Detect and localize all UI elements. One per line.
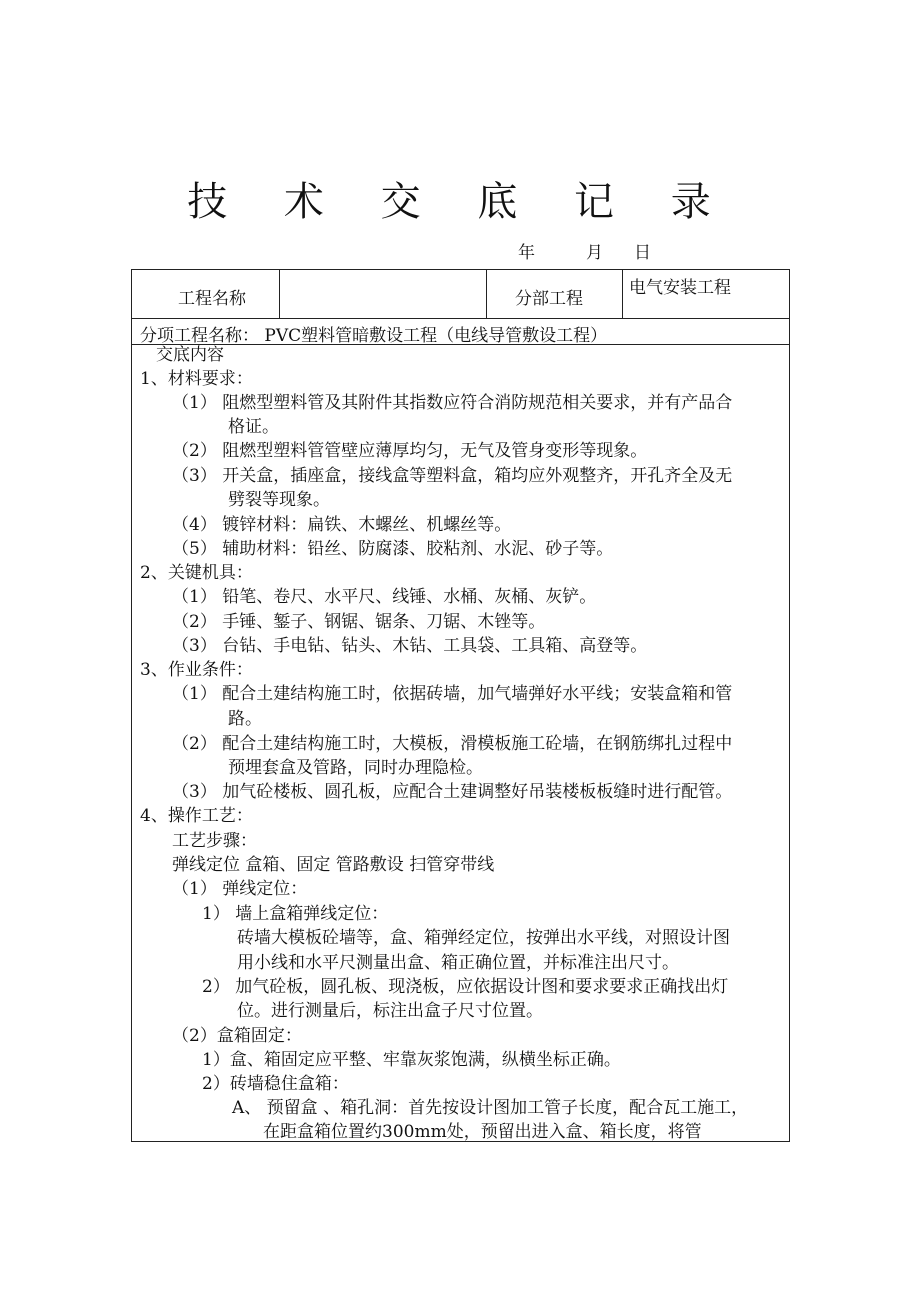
header-row — [132, 270, 789, 319]
content-line: 预埋套盒及管路，同时办理隐检。 — [228, 758, 483, 778]
sub-project-label-cell — [487, 270, 623, 318]
content-line: （3） 加气砼楼板、圆孔板，应配合土建调整好吊装楼板板缝时进行配管。 — [172, 782, 733, 802]
content-line: （3） 台钻、手电钻、钻头、木钻、工具袋、工具箱、高登等。 — [172, 636, 648, 656]
content-line: （2）盒箱固定： — [172, 1026, 302, 1046]
record-table — [131, 269, 790, 1142]
content-line: 1） 墙上盒箱弹线定位： — [202, 904, 389, 924]
content-line: 4、操作工艺： — [140, 806, 253, 826]
content-line: （1） 配合土建结构施工时，依据砖墙，加气墙弹好水平线；安装盒箱和管 — [172, 684, 733, 704]
content-line: 2） 加气砼板，圆孔板、现浇板，应依据设计图和要求要求正确找出灯 — [202, 977, 729, 997]
sub-project-label: 分部工程 — [515, 289, 583, 309]
content-line: 工艺步骤： — [172, 831, 257, 851]
date-line — [518, 238, 651, 263]
document-title: 技 术 交 底 记 录 — [187, 179, 733, 225]
date-day: 日 — [634, 243, 651, 263]
project-name-value-cell — [280, 270, 487, 318]
content-line: 2、关键机具： — [140, 563, 253, 583]
item-name-line: 分项工程名称： PVC塑料管暗敷设工程（电线导管敷设工程） — [140, 326, 608, 346]
content-line: （4） 镀锌材料：扁铁、木螺丝、机螺丝等。 — [172, 515, 512, 535]
content-line: 砖墙大模板砼墙等，盒、箱弹经定位，按弹出水平线，对照设计图 — [237, 928, 730, 948]
content-line: 在距盒箱位置约300mm处，预留出进入盒、箱长度，将管 — [263, 1122, 702, 1142]
sub-project-value-cell — [623, 270, 789, 318]
project-name-label: 工程名称 — [178, 289, 246, 309]
content-line: 用小线和水平尺测量出盒、箱正确位置，并标准注出尺寸。 — [237, 953, 679, 973]
content-line: 1、材料要求： — [140, 369, 253, 389]
content-line: （1） 弹线定位： — [172, 879, 308, 899]
content-line: （5） 辅助材料：铅丝、防腐漆、胶粘剂、水泥、砂子等。 — [172, 539, 614, 559]
content-line: 格证。 — [228, 417, 279, 437]
project-name-label-cell — [132, 270, 280, 318]
content-line: 位。进行测量后，标注出盒子尺寸位置。 — [237, 1001, 543, 1021]
sub-project-value: 电气安装工程 — [629, 278, 731, 298]
content-body — [132, 345, 789, 1141]
content-line: 1）盒、箱固定应平整、牢靠灰浆饱满，纵横坐标正确。 — [202, 1050, 621, 1070]
content-line: （3） 开关盒，插座盒，接线盒等塑料盒，箱均应外观整齐，开孔齐全及无 — [172, 466, 733, 486]
content-line: （2） 阻燃型塑料管管壁应薄厚均匀，无气及管身变形等现象。 — [172, 441, 648, 461]
content-line: 2）砖墙稳住盒箱： — [202, 1074, 349, 1094]
item-row — [132, 319, 789, 345]
content-line: A、 预留盒 、箱孔洞：首先按设计图加工管子长度，配合瓦工施工， — [232, 1098, 749, 1118]
content-line: （1） 铅笔、卷尺、水平尺、线锤、水桶、灰桶、灰铲。 — [172, 587, 597, 607]
content-line: （2） 配合土建结构施工时，大模板，滑模板施工砼墙，在钢筋绑扎过程中 — [172, 734, 733, 754]
content-heading: 交底内容 — [156, 345, 224, 365]
content-line: （2） 手锤、錾子、钢锯、锯条、刀锯、木锉等。 — [172, 612, 546, 632]
content-line: 劈裂等现象。 — [228, 490, 330, 510]
content-line: 3、作业条件： — [140, 660, 253, 680]
content-line: （1） 阻燃型塑料管及其附件其指数应符合消防规范相关要求，并有产品合 — [172, 393, 733, 413]
content-line: 路。 — [228, 709, 262, 729]
date-year: 年 — [518, 243, 535, 263]
date-month: 月 — [586, 243, 603, 263]
content-line: 弹线定位 盒箱、固定 管路敷设 扫管穿带线 — [172, 855, 495, 875]
